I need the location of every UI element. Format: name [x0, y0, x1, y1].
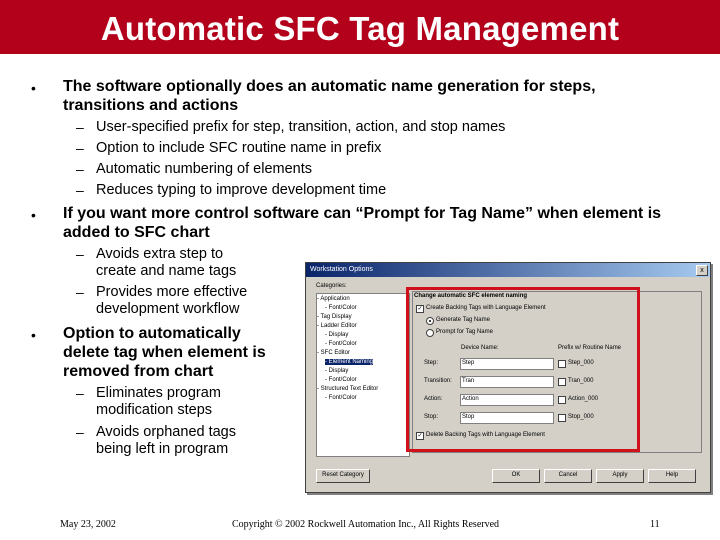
- delete-tags-label: Delete Backing Tags with Language Element: [426, 432, 545, 438]
- subbullet-line: Eliminates program: [96, 385, 221, 401]
- tree-item[interactable]: - Font/Color: [325, 395, 357, 401]
- bullet-line: delete tag when element is: [63, 344, 266, 361]
- subbullet-text: [96, 424, 236, 458]
- bullet-line: If you want more control software can “Prompt for Tag Name” when element is: [63, 205, 662, 222]
- tree-item[interactable]: - Ladder Editor: [317, 323, 357, 329]
- cancel-label: Cancel: [558, 472, 578, 478]
- apply-button[interactable]: [596, 469, 644, 483]
- device-name-header: Device Name:: [461, 345, 499, 351]
- dash: –: [76, 424, 84, 440]
- step-prefix-label: Step_000: [568, 360, 594, 366]
- footer-date: May 23, 2002: [60, 519, 116, 530]
- delete-tags-checkbox[interactable]: ✓: [417, 433, 423, 439]
- footer-copyright: Copyright © 2002 Rockwell Automation Inc., All Rights Reserved: [232, 519, 500, 530]
- ok-button[interactable]: [492, 469, 540, 483]
- tree-item[interactable]: - Display: [325, 332, 349, 338]
- tree-item-selected[interactable]: - Element Naming: [325, 359, 374, 365]
- tree-item[interactable]: - Display: [325, 368, 349, 374]
- subbullet-text: [96, 284, 247, 318]
- subbullet-line: Avoids orphaned tags: [96, 424, 237, 440]
- reset-category-button[interactable]: [316, 469, 370, 483]
- highlight-box: [406, 287, 640, 452]
- bullet-line: Option to automatically: [63, 325, 241, 342]
- tree-item[interactable]: - Application: [317, 296, 350, 302]
- create-tags-checkbox[interactable]: ✓: [417, 306, 423, 312]
- transition-label: Transition:: [424, 378, 452, 384]
- bullet-mark: •: [31, 207, 36, 223]
- dialog-title: Workstation Options: [310, 266, 373, 273]
- categories-label: Categories:: [316, 283, 347, 289]
- slide-title: Automatic SFC Tag Management: [100, 10, 620, 47]
- close-button[interactable]: x: [696, 265, 708, 276]
- bullet-text-3: [63, 324, 266, 381]
- dash: –: [76, 182, 84, 198]
- help-button[interactable]: [648, 469, 696, 483]
- group-title: Change automatic SFC element naming: [414, 293, 528, 299]
- dash: –: [76, 140, 84, 156]
- tree-item[interactable]: - Font/Color: [325, 377, 357, 383]
- bullet-line: removed from chart: [63, 363, 214, 380]
- bullet-line: The software optionally does an automatic name generation for steps,: [63, 78, 596, 95]
- subbullet-line: being left in program: [96, 441, 229, 457]
- dialog-titlebar: [306, 263, 710, 277]
- tree-item[interactable]: - Font/Color: [325, 341, 357, 347]
- apply-label: Apply: [612, 472, 628, 478]
- action-label: Action:: [424, 396, 443, 402]
- bullet-mark: •: [31, 327, 36, 343]
- action-prefix-label: Action_000: [568, 396, 599, 402]
- action-name-value: Action: [462, 396, 479, 402]
- subbullet-line: create and name tags: [96, 263, 237, 279]
- tree-item[interactable]: - Font/Color: [325, 305, 357, 311]
- subbullet-line: Avoids extra step to: [96, 246, 224, 262]
- categories-tree[interactable]: [316, 293, 410, 457]
- bullet-line: transitions and actions: [63, 97, 239, 114]
- bullet-line: added to SFC chart: [63, 224, 210, 241]
- generate-radio-label: Generate Tag Name: [436, 317, 490, 323]
- bullet-text-2: [63, 204, 661, 242]
- prompt-radio-label: Prompt for Tag Name: [436, 329, 493, 335]
- ok-label: OK: [511, 472, 521, 478]
- dash: –: [76, 385, 84, 401]
- bullet-text-1: [63, 77, 596, 115]
- stop-name-value: Stop: [462, 414, 475, 420]
- help-label: Help: [665, 472, 679, 478]
- subbullet-text: [96, 385, 221, 419]
- subbullet-line: development workflow: [96, 301, 240, 317]
- subbullet-text: Reduces typing to improve development time: [96, 182, 387, 198]
- subbullet-text: User-specified prefix for step, transition, action, and stop names: [96, 119, 506, 135]
- subbullet-text: Option to include SFC routine name in prefix: [96, 140, 382, 156]
- tree-item[interactable]: - SFC Editor: [317, 350, 351, 356]
- reset-category-label: Reset Category: [322, 472, 364, 478]
- dash: –: [76, 284, 84, 300]
- footer-page-number: 11: [650, 519, 660, 530]
- subbullet-line: modification steps: [96, 402, 213, 418]
- dash: –: [76, 161, 84, 177]
- subbullet-text: [96, 246, 236, 280]
- bullet-mark: •: [31, 80, 36, 96]
- cancel-button[interactable]: [544, 469, 592, 483]
- transition-name-value: Tran: [462, 378, 475, 384]
- tree-item[interactable]: - Structured Text Editor: [317, 386, 379, 392]
- subbullet-text: Automatic numbering of elements: [96, 161, 312, 177]
- dash: –: [76, 119, 84, 135]
- create-tags-label: Create Backing Tags with Language Element: [426, 305, 546, 311]
- step-name-value: Step: [462, 360, 475, 366]
- stop-label: Stop:: [424, 414, 439, 420]
- stop-prefix-label: Stop_000: [568, 414, 594, 420]
- tree-item[interactable]: - Tag Display: [317, 314, 352, 320]
- prefix-header: Prefix w/ Routine Name: [558, 345, 622, 351]
- subbullet-line: Provides more effective: [96, 284, 248, 300]
- dash: –: [76, 246, 84, 262]
- step-label: Step:: [424, 360, 439, 366]
- transition-prefix-label: Tran_000: [568, 378, 594, 384]
